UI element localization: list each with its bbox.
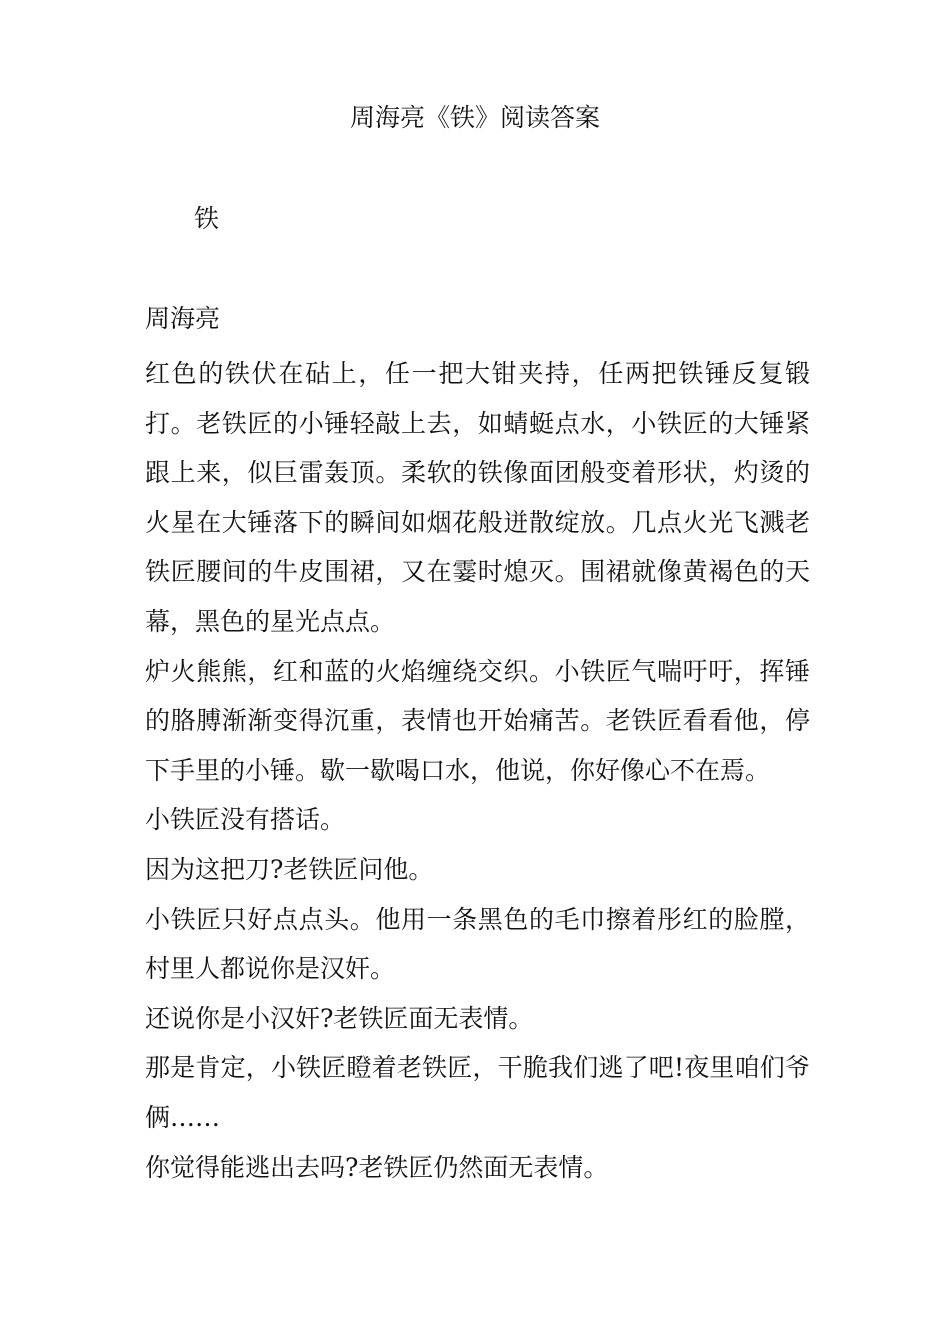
story-title: 铁	[194, 204, 220, 233]
document-title: 周海亮《铁》阅读答案	[349, 103, 600, 132]
paragraph: 你觉得能逃出去吗?老铁匠仍然面无表情。	[145, 1152, 609, 1182]
paragraph: 红色的铁伏在砧上，任一把大钳夹持，任两把铁锤反复锻打。老铁匠的小锤轻敲上去，如蜻蜓点水，小铁匠的大锤紧跟上来，似巨雷轰顶。柔软的铁像面团般变着形状，灼烫的火星在大锤落下的瞬间如烟花般迸散绽放。几点火光飞溅老铁匠腰间的牛皮围裙，又在霎时熄灭。围裙就像黄褐色的天幕，黑色的星光点点。	[145, 359, 810, 636]
paragraph: 还说你是小汉奸?老铁匠面无表情。	[145, 1003, 534, 1033]
paragraph: 小铁匠只好点点头。他用一条黑色的毛巾擦着彤红的脸膛，村里人都说你是汉奸。	[145, 904, 810, 984]
paragraph: 因为这把刀?老铁匠问他。	[145, 854, 434, 884]
paragraph: 炉火熊熊，红和蓝的火焰缠绕交织。小铁匠气喘吁吁，挥锤的胳膊渐渐变得沉重，表情也开始痛苦。老铁匠看看他，停下手里的小锤。歇一歇喝口水，他说，你好像心不在焉。	[145, 656, 810, 785]
author-name: 周海亮	[145, 304, 221, 333]
story-body	[145, 349, 810, 1192]
paragraph: 那是肯定，小铁匠瞪着老铁匠，干脆我们逃了吧!夜里咱们爷俩……	[145, 1053, 810, 1132]
paragraph: 小铁匠没有搭话。	[145, 805, 346, 835]
